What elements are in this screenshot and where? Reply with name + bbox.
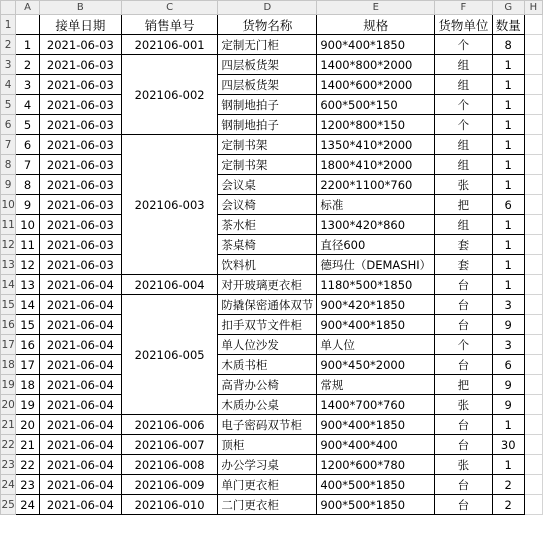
- spec-cell[interactable]: 1350*410*2000: [317, 135, 435, 155]
- header-spec-cell[interactable]: 规格: [317, 15, 435, 35]
- quantity-cell[interactable]: 1: [492, 75, 524, 95]
- row-header[interactable]: 2: [1, 35, 16, 55]
- column-header-e[interactable]: E: [317, 1, 435, 15]
- quantity-cell[interactable]: 1: [492, 175, 524, 195]
- table-header-row: [1, 15, 543, 35]
- row-number-cell[interactable]: 5: [16, 115, 40, 135]
- row-number-cell[interactable]: 2: [16, 55, 40, 75]
- row-number-cell[interactable]: 22: [16, 455, 40, 475]
- product-name-cell[interactable]: 顶柜: [218, 435, 317, 455]
- row-number-cell[interactable]: 10: [16, 215, 40, 235]
- unit-cell[interactable]: 台: [435, 435, 493, 455]
- order-number-cell[interactable]: 202106-010: [121, 495, 218, 515]
- product-name-cell[interactable]: 扣手双节文件柜: [218, 315, 317, 335]
- empty-cell[interactable]: [524, 475, 542, 495]
- spec-cell[interactable]: 900*400*400: [317, 435, 435, 455]
- spec-cell[interactable]: 900*420*1850: [317, 295, 435, 315]
- column-header-row: [1, 1, 543, 15]
- row-header[interactable]: 11: [1, 215, 16, 235]
- column-header-a[interactable]: A: [16, 1, 40, 15]
- unit-cell[interactable]: 台: [435, 495, 493, 515]
- quantity-cell[interactable]: 9: [492, 395, 524, 415]
- unit-cell[interactable]: 把: [435, 375, 493, 395]
- empty-cell[interactable]: [524, 135, 542, 155]
- product-name-cell[interactable]: 定制书架: [218, 155, 317, 175]
- unit-cell[interactable]: 张: [435, 455, 493, 475]
- order-number-cell[interactable]: 202106-003: [121, 135, 218, 275]
- quantity-cell[interactable]: 2: [492, 495, 524, 515]
- spec-cell[interactable]: 1400*800*2000: [317, 55, 435, 75]
- product-name-cell[interactable]: 钢制地拍子: [218, 115, 317, 135]
- row-header[interactable]: 17: [1, 335, 16, 355]
- date-cell[interactable]: 2021-06-03: [39, 235, 121, 255]
- date-cell[interactable]: 2021-06-03: [39, 155, 121, 175]
- row-number-cell[interactable]: 12: [16, 255, 40, 275]
- unit-cell[interactable]: 台: [435, 275, 493, 295]
- unit-cell[interactable]: 个: [435, 95, 493, 115]
- date-cell[interactable]: 2021-06-04: [39, 295, 121, 315]
- spec-cell[interactable]: 1300*420*860: [317, 215, 435, 235]
- row-number-cell[interactable]: 23: [16, 475, 40, 495]
- order-number-cell[interactable]: 202106-004: [121, 275, 218, 295]
- product-name-cell[interactable]: 电子密码双节柜: [218, 415, 317, 435]
- header-qty-cell[interactable]: 数量: [492, 15, 524, 35]
- empty-cell[interactable]: [524, 175, 542, 195]
- table-row: [1, 115, 543, 135]
- row-header[interactable]: 7: [1, 135, 16, 155]
- unit-cell[interactable]: 个: [435, 115, 493, 135]
- table-row: [1, 395, 543, 415]
- row-number-cell[interactable]: 7: [16, 155, 40, 175]
- row-header[interactable]: 18: [1, 355, 16, 375]
- date-cell[interactable]: 2021-06-03: [39, 35, 121, 55]
- order-number-cell[interactable]: 202106-005: [121, 295, 218, 415]
- quantity-cell[interactable]: 1: [492, 255, 524, 275]
- date-cell[interactable]: 2021-06-03: [39, 135, 121, 155]
- order-number-cell[interactable]: 202106-006: [121, 415, 218, 435]
- table-row: [1, 315, 543, 335]
- empty-cell[interactable]: [524, 335, 542, 355]
- row-number-cell[interactable]: 19: [16, 395, 40, 415]
- empty-cell[interactable]: [524, 495, 542, 515]
- date-cell[interactable]: 2021-06-04: [39, 335, 121, 355]
- row-number-cell[interactable]: 20: [16, 415, 40, 435]
- row-header[interactable]: 24: [1, 475, 16, 495]
- spec-cell[interactable]: 1400*600*2000: [317, 75, 435, 95]
- product-name-cell[interactable]: 木质书柜: [218, 355, 317, 375]
- column-header-h[interactable]: H: [524, 1, 542, 15]
- product-name-cell[interactable]: 会议桌: [218, 175, 317, 195]
- empty-cell[interactable]: [524, 255, 542, 275]
- empty-cell[interactable]: [524, 395, 542, 415]
- row-header[interactable]: 9: [1, 175, 16, 195]
- product-name-cell[interactable]: 木质办公桌: [218, 395, 317, 415]
- table-row: [1, 355, 543, 375]
- date-cell[interactable]: 2021-06-04: [39, 475, 121, 495]
- quantity-cell[interactable]: 1: [492, 135, 524, 155]
- unit-cell[interactable]: 张: [435, 395, 493, 415]
- quantity-cell[interactable]: 1: [492, 455, 524, 475]
- empty-cell[interactable]: [524, 415, 542, 435]
- table-row: [1, 295, 543, 315]
- unit-cell[interactable]: 组: [435, 75, 493, 95]
- row-header[interactable]: 22: [1, 435, 16, 455]
- row-header[interactable]: 10: [1, 195, 16, 215]
- unit-cell[interactable]: 台: [435, 475, 493, 495]
- empty-cell[interactable]: [524, 35, 542, 55]
- product-name-cell[interactable]: 钢制地拍子: [218, 95, 317, 115]
- header-name-cell[interactable]: 货物名称: [218, 15, 317, 35]
- unit-cell[interactable]: 张: [435, 175, 493, 195]
- product-name-cell[interactable]: 茶桌椅: [218, 235, 317, 255]
- header-order-cell[interactable]: 销售单号: [121, 15, 218, 35]
- row-number-cell[interactable]: 3: [16, 75, 40, 95]
- spec-cell[interactable]: 德玛仕（DEMASHI）: [317, 255, 435, 275]
- date-cell[interactable]: 2021-06-04: [39, 415, 121, 435]
- row-number-cell[interactable]: 6: [16, 135, 40, 155]
- date-cell[interactable]: 2021-06-03: [39, 175, 121, 195]
- row-number-cell[interactable]: 21: [16, 435, 40, 455]
- spec-cell[interactable]: 2200*1100*760: [317, 175, 435, 195]
- date-cell[interactable]: 2021-06-03: [39, 195, 121, 215]
- header-unit-cell[interactable]: 货物单位: [435, 15, 493, 35]
- row-header[interactable]: 20: [1, 395, 16, 415]
- table-row: [1, 375, 543, 395]
- order-number-cell[interactable]: 202106-001: [121, 35, 218, 55]
- unit-cell[interactable]: 组: [435, 155, 493, 175]
- empty-cell[interactable]: [524, 275, 542, 295]
- empty-cell[interactable]: [524, 235, 542, 255]
- spec-cell[interactable]: 标准: [317, 195, 435, 215]
- quantity-cell[interactable]: 1: [492, 95, 524, 115]
- row-number-cell[interactable]: 16: [16, 335, 40, 355]
- row-header[interactable]: 3: [1, 55, 16, 75]
- row-number-cell[interactable]: 1: [16, 35, 40, 55]
- quantity-cell[interactable]: 30: [492, 435, 524, 455]
- row-header[interactable]: 1: [1, 15, 16, 35]
- spec-cell[interactable]: 1400*700*760: [317, 395, 435, 415]
- column-header-f[interactable]: F: [435, 1, 493, 15]
- column-header-d[interactable]: D: [218, 1, 317, 15]
- spec-cell[interactable]: 600*500*150: [317, 95, 435, 115]
- unit-cell[interactable]: 组: [435, 215, 493, 235]
- quantity-cell[interactable]: 1: [492, 415, 524, 435]
- date-cell[interactable]: 2021-06-03: [39, 75, 121, 95]
- unit-cell[interactable]: 台: [435, 315, 493, 335]
- row-header[interactable]: 15: [1, 295, 16, 315]
- row-header[interactable]: 19: [1, 375, 16, 395]
- column-header-c[interactable]: C: [121, 1, 218, 15]
- order-number-cell[interactable]: 202106-009: [121, 475, 218, 495]
- product-name-cell[interactable]: 单门更衣柜: [218, 475, 317, 495]
- table-row: [1, 495, 543, 515]
- product-name-cell[interactable]: 对开玻璃更衣柜: [218, 275, 317, 295]
- cell-A1[interactable]: [16, 15, 40, 35]
- spec-cell[interactable]: 1180*500*1850: [317, 275, 435, 295]
- spec-cell[interactable]: 900*400*1850: [317, 415, 435, 435]
- table-row: [1, 235, 543, 255]
- quantity-cell[interactable]: 9: [492, 375, 524, 395]
- quantity-cell[interactable]: 1: [492, 235, 524, 255]
- row-number-cell[interactable]: 15: [16, 315, 40, 335]
- row-number-cell[interactable]: 4: [16, 95, 40, 115]
- quantity-cell[interactable]: 3: [492, 295, 524, 315]
- table-row: [1, 195, 543, 215]
- spec-cell[interactable]: 常规: [317, 375, 435, 395]
- unit-cell[interactable]: 组: [435, 55, 493, 75]
- unit-cell[interactable]: 台: [435, 295, 493, 315]
- empty-cell[interactable]: [524, 435, 542, 455]
- row-number-cell[interactable]: 9: [16, 195, 40, 215]
- table-row: [1, 335, 543, 355]
- empty-cell[interactable]: [524, 295, 542, 315]
- unit-cell[interactable]: 套: [435, 255, 493, 275]
- table-row: [1, 435, 543, 455]
- quantity-cell[interactable]: 1: [492, 215, 524, 235]
- row-header[interactable]: 21: [1, 415, 16, 435]
- order-number-cell[interactable]: 202106-007: [121, 435, 218, 455]
- quantity-cell[interactable]: 1: [492, 275, 524, 295]
- empty-cell[interactable]: [524, 115, 542, 135]
- row-header[interactable]: 12: [1, 235, 16, 255]
- quantity-cell[interactable]: 3: [492, 335, 524, 355]
- spec-cell[interactable]: 单人位: [317, 335, 435, 355]
- row-number-cell[interactable]: 17: [16, 355, 40, 375]
- row-header[interactable]: 5: [1, 95, 16, 115]
- table-row: [1, 95, 543, 115]
- empty-cell[interactable]: [524, 375, 542, 395]
- row-header[interactable]: 23: [1, 455, 16, 475]
- row-header[interactable]: 14: [1, 275, 16, 295]
- spec-cell[interactable]: 400*500*1850: [317, 475, 435, 495]
- date-cell[interactable]: 2021-06-03: [39, 55, 121, 75]
- quantity-cell[interactable]: 9: [492, 315, 524, 335]
- product-name-cell[interactable]: 办公学习桌: [218, 455, 317, 475]
- spec-cell[interactable]: 直径600: [317, 235, 435, 255]
- date-cell[interactable]: 2021-06-03: [39, 115, 121, 135]
- empty-cell[interactable]: [524, 55, 542, 75]
- table-row: [1, 475, 543, 495]
- product-name-cell[interactable]: 会议椅: [218, 195, 317, 215]
- empty-cell[interactable]: [524, 455, 542, 475]
- select-all-corner[interactable]: [1, 1, 16, 15]
- spec-cell[interactable]: 900*400*1850: [317, 35, 435, 55]
- row-number-cell[interactable]: 24: [16, 495, 40, 515]
- unit-cell[interactable]: 个: [435, 35, 493, 55]
- empty-cell[interactable]: [524, 315, 542, 335]
- unit-cell[interactable]: 个: [435, 335, 493, 355]
- product-name-cell[interactable]: 高背办公椅: [218, 375, 317, 395]
- product-name-cell[interactable]: 四层板货架: [218, 55, 317, 75]
- product-name-cell[interactable]: 单人位沙发: [218, 335, 317, 355]
- unit-cell[interactable]: 台: [435, 415, 493, 435]
- table-row: [1, 415, 543, 435]
- unit-cell[interactable]: 组: [435, 135, 493, 155]
- table-row: [1, 175, 543, 195]
- date-cell[interactable]: 2021-06-04: [39, 275, 121, 295]
- product-name-cell[interactable]: 饮料机: [218, 255, 317, 275]
- table-row: [1, 215, 543, 235]
- date-cell[interactable]: 2021-06-04: [39, 355, 121, 375]
- row-number-cell[interactable]: 13: [16, 275, 40, 295]
- header-date-cell[interactable]: 接单日期: [39, 15, 121, 35]
- quantity-cell[interactable]: 1: [492, 155, 524, 175]
- quantity-cell[interactable]: 1: [492, 55, 524, 75]
- spec-cell[interactable]: 1800*410*2000: [317, 155, 435, 175]
- row-header[interactable]: 25: [1, 495, 16, 515]
- table-row: [1, 155, 543, 175]
- row-header[interactable]: 13: [1, 255, 16, 275]
- date-cell[interactable]: 2021-06-04: [39, 315, 121, 335]
- date-cell[interactable]: 2021-06-03: [39, 215, 121, 235]
- column-header-g[interactable]: G: [492, 1, 524, 15]
- empty-cell[interactable]: [524, 75, 542, 95]
- unit-cell[interactable]: 套: [435, 235, 493, 255]
- row-number-cell[interactable]: 11: [16, 235, 40, 255]
- row-header[interactable]: 8: [1, 155, 16, 175]
- date-cell[interactable]: 2021-06-03: [39, 255, 121, 275]
- spec-cell[interactable]: 900*500*1850: [317, 495, 435, 515]
- table-row: [1, 55, 543, 75]
- quantity-cell[interactable]: 1: [492, 115, 524, 135]
- quantity-cell[interactable]: 6: [492, 355, 524, 375]
- spec-cell[interactable]: 1200*600*780: [317, 455, 435, 475]
- spec-cell[interactable]: 900*400*1850: [317, 315, 435, 335]
- product-name-cell[interactable]: 定制无门柜: [218, 35, 317, 55]
- table-row: [1, 135, 543, 155]
- table-row: [1, 275, 543, 295]
- spec-cell[interactable]: 900*450*2000: [317, 355, 435, 375]
- order-number-cell[interactable]: 202106-008: [121, 455, 218, 475]
- row-number-cell[interactable]: 14: [16, 295, 40, 315]
- row-header[interactable]: 6: [1, 115, 16, 135]
- table-row: [1, 35, 543, 55]
- unit-cell[interactable]: 把: [435, 195, 493, 215]
- product-name-cell[interactable]: 二门更衣柜: [218, 495, 317, 515]
- date-cell[interactable]: 2021-06-04: [39, 435, 121, 455]
- table-row: [1, 455, 543, 475]
- spec-cell[interactable]: 1200*800*150: [317, 115, 435, 135]
- empty-cell[interactable]: [524, 215, 542, 235]
- column-header-b[interactable]: B: [39, 1, 121, 15]
- empty-cell[interactable]: [524, 95, 542, 115]
- order-number-cell[interactable]: 202106-002: [121, 55, 218, 135]
- row-header[interactable]: 4: [1, 75, 16, 95]
- unit-cell[interactable]: 台: [435, 355, 493, 375]
- row-number-cell[interactable]: 18: [16, 375, 40, 395]
- product-name-cell[interactable]: 四层板货架: [218, 75, 317, 95]
- quantity-cell[interactable]: 6: [492, 195, 524, 215]
- empty-cell[interactable]: [524, 155, 542, 175]
- empty-cell[interactable]: [524, 195, 542, 215]
- date-cell[interactable]: 2021-06-04: [39, 495, 121, 515]
- date-cell[interactable]: 2021-06-04: [39, 455, 121, 475]
- product-name-cell[interactable]: 防撬保密通体双节: [218, 295, 317, 315]
- date-cell[interactable]: 2021-06-04: [39, 375, 121, 395]
- cell-H1[interactable]: [524, 15, 542, 35]
- row-header[interactable]: 16: [1, 315, 16, 335]
- product-name-cell[interactable]: 定制书架: [218, 135, 317, 155]
- product-name-cell[interactable]: 茶水柜: [218, 215, 317, 235]
- row-number-cell[interactable]: 8: [16, 175, 40, 195]
- quantity-cell[interactable]: 8: [492, 35, 524, 55]
- empty-cell[interactable]: [524, 355, 542, 375]
- table-row: [1, 75, 543, 95]
- date-cell[interactable]: 2021-06-04: [39, 395, 121, 415]
- date-cell[interactable]: 2021-06-03: [39, 95, 121, 115]
- table-row: [1, 255, 543, 275]
- quantity-cell[interactable]: 2: [492, 475, 524, 495]
